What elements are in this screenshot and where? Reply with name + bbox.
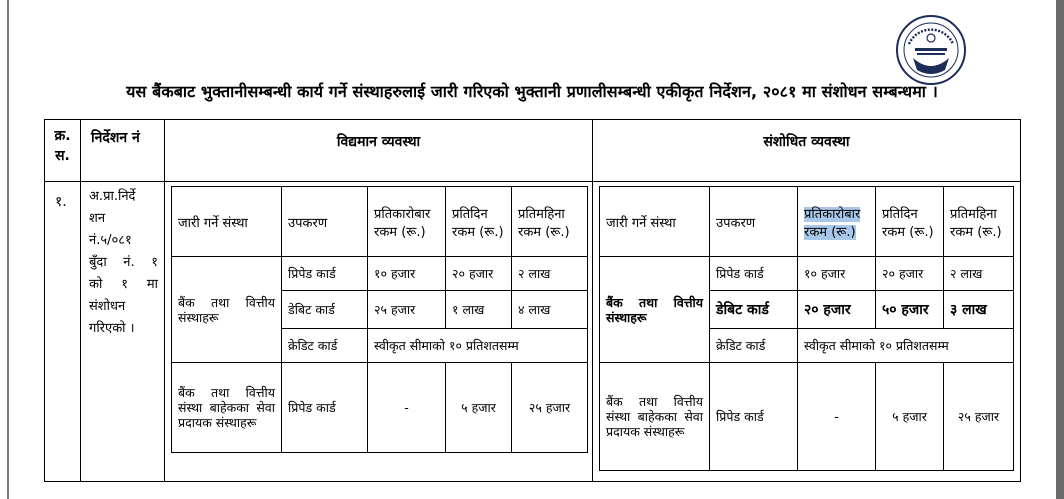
instrument: डेबिट कार्ड: [282, 291, 368, 329]
per-month: २५ हजार: [944, 363, 1014, 471]
amendment-table: [44, 119, 1021, 482]
per-txn: १० हजार: [368, 257, 446, 291]
revised-issuer-bfi: बैंक तथा वित्तीय संस्थाहरू: [600, 257, 710, 363]
per-day: २० हजार: [446, 257, 512, 291]
instrument: प्रिपेड कार्ड: [710, 257, 798, 291]
directive-line: संशोधन: [89, 299, 126, 314]
instrument: डेबिट कार्ड: [710, 291, 798, 329]
per-txn: -: [798, 363, 876, 471]
per-month: २५ हजार: [512, 363, 588, 453]
existing-col-per-day: प्रतिदिन रकम (रू.): [446, 187, 512, 257]
per-day: ५ हजार: [876, 363, 944, 471]
header-serial: [45, 120, 81, 182]
directive-line: को १ मा: [89, 277, 158, 292]
header-directive-no: निर्देशन नं: [81, 120, 165, 182]
existing-col-instrument: उपकरण: [282, 187, 368, 257]
per-txn: -: [368, 363, 446, 453]
per-day: २० हजार: [876, 257, 944, 291]
header-serial-line2: स.: [55, 148, 70, 164]
revised-col-instrument: उपकरण: [710, 187, 798, 257]
revised-issuer-psp: बैंक तथा वित्तीय संस्था बाहेकका सेवा प्रदायक संस्थाहरू: [600, 363, 710, 471]
nrb-seal-logo: [895, 14, 967, 86]
amendment-row: [45, 182, 1021, 482]
revised-row-prepaid: [600, 257, 1014, 291]
existing-row-psp: [172, 363, 588, 453]
credit-limit: स्वीकृत सीमाको १० प्रतिशतसम्म: [368, 329, 588, 363]
directive-line: शन: [89, 211, 106, 226]
header-row: [45, 120, 1021, 182]
page-title: यस बैंकबाट भुक्तानीसम्बन्धी कार्य गर्ने संस्थाहरुलाई जारी गरिएको भुक्तानी प्रणालीसम्बन्धी एकीकृत निर्देशन, २०८१ मा संशोधन सम्बन्धमा ।: [126, 82, 938, 101]
existing-col-per-month: प्रतिमहिना रकम (रू.): [512, 187, 588, 257]
revised-col-per-day: प्रतिदिन रकम (रू.): [876, 187, 944, 257]
revised-cell: [593, 182, 1021, 482]
per-month: २ लाख: [944, 257, 1014, 291]
instrument: क्रेडिट कार्ड: [282, 329, 368, 363]
existing-limits-table: [171, 186, 588, 453]
existing-issuer-bfi: बैंक तथा वित्तीय संस्थाहरू: [172, 257, 282, 363]
per-txn: १० हजार: [798, 257, 876, 291]
directive-line: नं.५/०८१: [89, 233, 132, 248]
revised-limits-table: [599, 186, 1014, 471]
header-existing: विद्यमान व्यवस्था: [165, 120, 593, 182]
instrument: प्रिपेड कार्ड: [282, 363, 368, 453]
existing-col-per-txn: प्रतिकारोबार रकम (रू.): [368, 187, 446, 257]
revised-col-issuer: जारी गर्ने संस्था: [600, 187, 710, 257]
page-left-edge: [7, 0, 9, 499]
instrument: क्रेडिट कार्ड: [710, 329, 798, 363]
row-serial: १.: [45, 182, 81, 482]
revised-col-per-txn: [798, 187, 876, 257]
per-day: ५ हजार: [446, 363, 512, 453]
per-month: ४ लाख: [512, 291, 588, 329]
window-right-edge: [1056, 0, 1064, 499]
per-txn: २० हजार: [798, 291, 876, 329]
per-month: २ लाख: [512, 257, 588, 291]
revised-header-row: [600, 187, 1014, 257]
selected-text-highlight[interactable]: प्रतिकारोबार रकम (रू.): [804, 206, 861, 240]
existing-col-issuer: जारी गर्ने संस्था: [172, 187, 282, 257]
credit-limit: स्वीकृत सीमाको १० प्रतिशतसम्म: [798, 329, 1014, 363]
directive-line: बुँदा नं. १: [89, 255, 158, 270]
instrument: प्रिपेड कार्ड: [710, 363, 798, 471]
per-month: ३ लाख: [944, 291, 1014, 329]
header-revised: संशोधित व्यवस्था: [593, 120, 1021, 182]
per-txn: २५ हजार: [368, 291, 446, 329]
directive-line: अ.प्रा.निर्दे: [89, 189, 136, 204]
directive-line: गरिएको ।: [89, 321, 135, 336]
instrument: प्रिपेड कार्ड: [282, 257, 368, 291]
revised-row-psp: [600, 363, 1014, 471]
existing-header-row: [172, 187, 588, 257]
existing-row-prepaid: [172, 257, 588, 291]
per-day: १ लाख: [446, 291, 512, 329]
row-directive: [81, 182, 165, 482]
header-serial-line1: क्र.: [54, 128, 71, 144]
existing-issuer-psp: बैंक तथा वित्तीय संस्था बाहेकका सेवा प्रदायक संस्थाहरू: [172, 363, 282, 453]
per-day: ५० हजार: [876, 291, 944, 329]
revised-col-per-month: प्रतिमहिना रकम (रू.): [944, 187, 1014, 257]
existing-cell: [165, 182, 593, 482]
